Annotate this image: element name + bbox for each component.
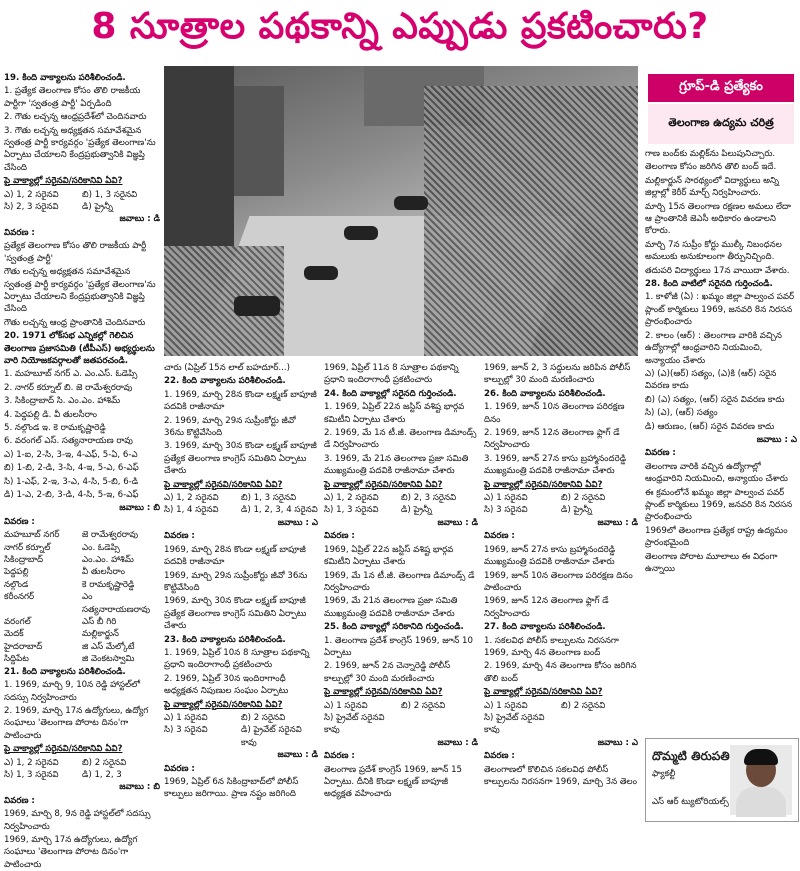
- car: [394, 196, 428, 210]
- q25-opt-c: సి) ప్రైవేట్ సరైనవి కావు: [324, 712, 385, 736]
- avatar: [730, 745, 792, 815]
- q26-opt-b: బి) 2 సరైనవి: [561, 493, 606, 504]
- q22-answer: జవాబు : ఎ: [277, 517, 318, 528]
- q19-s1: 1. ప్రత్యేక తెలంగాణ కోసం తొలి రాజకీయ పార్టీగా 'స్వతంత్ర పార్టీ' ఏర్పడింది: [4, 86, 141, 109]
- table-cell: ఎం సత్యనారాయణరావు: [82, 592, 151, 615]
- q21-opt-a: ఎ) 1, 2 సరైనవి: [4, 757, 59, 768]
- q24-expl-label: వివరణ :: [324, 531, 355, 542]
- q26-answer: జవాబు : డి: [597, 517, 638, 528]
- table-cell: వరంగల్: [4, 617, 31, 628]
- q24-opt-a: ఎ) 1, 2 సరైనవి: [324, 493, 379, 504]
- q20-opt-d: డి) 1-ఎ, 2-బి, 3-డి, 4-సి, 5-ఇ, 6-ఎఫ్: [4, 490, 139, 500]
- table-cell: నల్గొండ: [4, 579, 29, 590]
- q21-options: [4, 757, 160, 782]
- q21-title: 21. కింది వాక్యాలను పరిశీలించండి.: [4, 666, 126, 677]
- q26-title: 26. కింది వాక్యాలను పరిశీలించండి.: [484, 388, 606, 399]
- q24-s1: 1. 1969, ఏప్రిల్ 22న జస్టిస్ వశిష్ట భార్గవ కమిటీని ఏర్పాటు చేశారు: [324, 402, 465, 425]
- column-3: [324, 362, 478, 820]
- table-cell: జె రామేశ్వరరావు: [82, 530, 139, 541]
- q23-opt-c: సి) 3 సరైనవి: [164, 725, 208, 736]
- q27-expl-1: తెలంగాణలో కొలిచిన సకలవిధ పోలీస్ కాల్పులను నిరసనగా 1969, మార్చి 3న తెలం: [484, 764, 637, 787]
- q24-ask: పై వాక్యాల్లో సరైనవి/సరికానివి ఏవి?: [324, 479, 443, 490]
- telangana-history-label: తెలంగాణ ఉద్యమ చరిత్ర: [648, 104, 794, 144]
- col5-lead-1: గాణ బంద్‌కు మల్లిక్‌ను పిలుపునిచ్చారు.: [645, 149, 776, 159]
- q22-ask: పై వాక్యాల్లో సరైనవి/సరికానివి ఏవి?: [164, 479, 283, 490]
- col4-lead: 1969, జూన్ 2, 3 సద్దులను జరిపిన పోలీస్ కాల్పుల్లో 30 మంది మరణించారు: [484, 363, 631, 386]
- q24-expl-1: 1969, ఏప్రిల్ 22న జస్టిస్ వశిష్ట భార్గవ కమిటీని ఏర్పాటు చేశారు: [324, 544, 454, 568]
- q27-s1: 1. సకలవిధ పోలీస్ కాల్పులను నిరసనగా 1969, మార్చి 4న తెలంగాణ బంద్: [484, 635, 619, 658]
- q23-opt-a: ఎ) 1 సరైనవి: [164, 712, 208, 723]
- q28-opt-b: బి) (ఎ) సత్యం, (ఆర్) సరైన వివరణ కాదు: [645, 394, 785, 405]
- q23-opt-b: బి) 2 సరైనవి: [241, 712, 286, 723]
- q22-expl-label: వివరణ :: [164, 531, 195, 542]
- q27-answer: జవాబు : ఎ: [597, 737, 638, 748]
- col2-lead: చారు (ఏప్రిల్ 15న లాల్ బహదూర్...): [164, 363, 290, 373]
- q21-expl-2: 1969, మార్చి 17న ఉద్యోగులు, ఉద్యోగ సంఘాలు 'తెలంగాణ పోరాట దినం'గా పాటించారు: [4, 834, 138, 870]
- q24-answer: జవాబు : డి: [437, 517, 478, 528]
- building-mid: [234, 86, 284, 196]
- column-2: [164, 362, 318, 820]
- q24-opt-c: సి) 1, 3 సరైనవి: [324, 505, 379, 516]
- q19-answer: జవాబు : డి: [119, 214, 160, 225]
- q19-ask: పై వాక్యాల్లో సరైనవి/సరికానివి ఏవి?: [4, 176, 123, 187]
- q26-opt-a: ఎ) 1 సరైనవి: [484, 493, 528, 504]
- col5-lead-5: మార్చి 7న సుప్రీం కోర్టు ముల్కీ నిబంధనల అమలుకు అనుకూలంగా తీర్పునిచ్చింది.: [645, 239, 782, 263]
- q24-opt-d: డి) ప్రైన్నీ: [401, 505, 432, 516]
- q23-opt-d: డి) ప్రైవేట్ సరైనవి కావు: [241, 725, 302, 748]
- q21-s1: 1. 1969, మార్చి 9, 10న రెడ్డి హాస్టల్‌లో సదస్సు నిర్వహించారు: [4, 680, 140, 703]
- table-cell: కె రామకృష్ణారెడ్డి: [82, 579, 135, 590]
- q21-opt-c: సి) 1, 3 సరైనవి: [4, 769, 59, 780]
- q22-opt-d: డి) 1, 2, 3, 4 సరైనవి: [241, 505, 318, 516]
- q28-expl-2: ఈ క్రమంలోనే ఖమ్మం జిల్లా పాల్వంచ పవర్ ప్లాంట్ కార్మికులు 1969, జనవరి 8న నిరసన ప్రారంభించారు: [645, 487, 793, 523]
- q28-answer: జవాబు : ఎ: [756, 434, 797, 445]
- q21-answer: జవాబు : బి: [119, 782, 160, 793]
- q22-expl-2: 1969, మార్చి 29న సుప్రీంకోర్టు జీవో 36ను కొట్టివేసింది: [164, 570, 308, 593]
- q22-opt-a: ఎ) 1, 2 సరైనవి: [164, 493, 219, 504]
- q25-expl-1: తెలంగాణ ప్రదేశ్ కాంగ్రెస్ 1969, జూన్ 15 ఏర్పాటు. దీనికి కొండా లక్ష్మణ్ బాపూజీ అధ్యక్షత వహించారు: [324, 764, 463, 800]
- avatar-hair: [744, 749, 778, 765]
- q26-options: [484, 492, 638, 517]
- q19-opt-d: డి) ప్రైన్నీ: [82, 202, 113, 213]
- q19-s2: 2. గౌతు లచ్చన్న ఆంధ్రప్రదేశ్‌లో చెందినవారు: [4, 112, 147, 123]
- table-cell: సికింద్రాబాద్: [4, 555, 44, 566]
- q28-s2: 2. కాలం (ఆర్) : తెలంగాణ వారికి వచ్చిన ఉద్యోగాల్లో ఆంధ్రవారిని నియమించి, అన్యాయం చేశారు: [645, 330, 782, 366]
- q22-expl-1: 1969, మార్చి 28న కొండా లక్ష్మణ్ బాపూజీ పదవికి రాజీనామా: [164, 544, 306, 568]
- q20-opt-c: సి) 1-ఎఫ్, 2-ఇ, 3-ఎ, 4-సి, 5-బి, 6-డి: [4, 476, 139, 487]
- q23-s1: 1. 1969, ఏప్రిల్ 10న 8 సూత్రాల పథకాన్ని ప్రధాని ఇందిరాగాంధీ ప్రకటించారు: [164, 647, 310, 671]
- q23-title: 23. కింది వాక్యాలను పరిశీలించండి.: [164, 634, 286, 645]
- q20-table: [4, 529, 160, 665]
- table-cell: ఎం. ఓడెప్సి: [82, 542, 120, 553]
- q24-options: [324, 492, 478, 517]
- q20-list-2: 2. నాగర్ కర్నూల్ బి. జె రామేశ్వరరావు: [4, 382, 133, 393]
- q21-opt-d: డి) 1, 2, 3: [82, 769, 122, 780]
- q26-ask: పై వాక్యాల్లో సరైనవి/సరికానివి ఏవి?: [484, 479, 603, 490]
- avatar-body: [736, 787, 786, 817]
- q20-list-3: 3. సికింద్రాబాద్ సి. ఎం.ఎం. హాశిమ్: [4, 396, 121, 407]
- q20-answer: జవాబు : బి: [119, 503, 160, 514]
- table-cell: మల్లికార్జున్: [82, 629, 119, 640]
- q20-list-6: 6. వరంగల్ ఎస్. సత్యనారాయణ రావు: [4, 436, 133, 447]
- q25-options: [324, 700, 478, 737]
- q26-expl-3: 1969, జూన్ 12న తెలంగాణ ఫ్లాగ్ డే నిర్వహించారు: [484, 596, 609, 619]
- car: [234, 296, 280, 316]
- q19-expl-3: గౌతు లచ్చన్న ఆంధ్ర ప్రాంతానికి చెందినవారు: [4, 317, 146, 328]
- table-cell: పెద్దపల్లి: [4, 567, 29, 578]
- table-cell: హైదరాబాద్: [4, 641, 43, 652]
- q26-opt-c: సి) 3 సరైనవి: [484, 505, 528, 516]
- q25-answer: జవాబు : డి: [437, 737, 478, 748]
- q25-ask: పై వాక్యాల్లో సరైనవి/సరికానివి ఏవి?: [324, 687, 443, 698]
- q19-expl-2: గౌతు లచ్చన్న అధ్యక్షతన సమావేశమైన స్వతంత్ర పార్టీ కార్యవర్గం 'ప్రత్యేక తెలంగాణ'ను ఏర్పాటు చేయాలని కేంద్రప్రభుత్వానికి విజ్ఞప్తి చేసింది: [4, 267, 156, 315]
- table-cell: నాగర్ కర్నూల్: [4, 542, 51, 553]
- car: [304, 266, 338, 280]
- q28-expl-3: 1969లో తెలంగాణ ప్రత్యేక రాష్ట్ర ఉద్యమం ప్రారంభమైంది: [645, 525, 788, 549]
- building-left: [164, 66, 234, 246]
- column-4: [484, 362, 638, 820]
- q21-ask: పై వాక్యాల్లో సరైనవి/సరికానివి ఏవి?: [4, 744, 123, 755]
- q23-expl-label: వివరణ :: [164, 763, 195, 774]
- q20-list-5: 5. నల్గొండ ఇ. కె రామకృష్ణారెడ్డి: [4, 422, 106, 433]
- q26-s1: 1. 1969, జూన్ 10న తెలంగాణ పరిరక్షణ దినం: [484, 402, 625, 425]
- q26-expl-label: వివరణ :: [484, 531, 515, 542]
- col5-lead-3: మల్లికార్జున్ సారథ్యంలో విద్యార్థులు అన్ని జిల్లాల్లో కెరీర్ మార్చ్ నిర్వహించారు.: [645, 175, 780, 199]
- q22-s1: 1. 1969, మార్చి 28న కొండా లక్ష్మణ్ బాపూజీ పదవికి రాజీనామా: [164, 389, 317, 413]
- q26-s3: 3. 1969, జూన్ 27న కాసు బ్రహ్మానందరెడ్డి ముఖ్యమంత్రి పదవికి రాజీనామా చేశారు: [484, 453, 627, 477]
- author-name: దొమ్మటి తిరుపతి: [652, 749, 730, 763]
- q20-opt-a: ఎ) 1-ఐ, 2-సి, 3-ఇ, 4-ఎఫ్, 5-ఏ, 6-ఎ: [4, 449, 138, 460]
- author-role: ఫ్యాకల్టీ: [652, 769, 676, 779]
- q24-title: 24. కింది వాక్యాల్లో సరైనది గుర్తించండి.: [324, 388, 457, 399]
- column-1: [4, 72, 160, 870]
- q27-ask: పై వాక్యాల్లో సరైనవి/సరికానివి ఏవి?: [484, 687, 603, 698]
- q21-opt-b: బి) 2 సరైనవి: [82, 757, 127, 768]
- car: [344, 226, 378, 240]
- q28-s1: 1. కాళోజీ (ఏ) : ఖమ్మం జిల్లా పాల్వంచ పవర్ ప్లాంట్ కార్మికులు 1969, జనవరి 8న నిరసన ప్రారంభించారు: [645, 292, 795, 328]
- q24-s3: 3. 1969, మే 21న తెలంగాణ ప్రజా సమితి ముఖ్యమంత్రి పదవికి రాజీనామా చేశారు: [324, 453, 469, 477]
- q25-expl-label: వివరణ :: [324, 751, 355, 762]
- q20-opt-b: బి) 1-బి, 2-డి, 3-సి, 4-ఇ, 5-ఎ, 6-ఎఫ్: [4, 463, 139, 474]
- q19-expl-label: వివరణ :: [4, 227, 35, 238]
- q28-opt-c: సి) (ఎ), (ఆర్) సత్యం: [645, 408, 718, 419]
- q19-opt-b: బి) 1, 3 సరైనవి: [82, 189, 138, 200]
- table-cell: ఎం.ఎం. హాశిమ్: [82, 555, 134, 566]
- q26-opt-d: డి) ప్రైన్నీ: [561, 505, 592, 516]
- q25-s1: 1. తెలంగాణ ప్రదేశ్ కాంగ్రెస్ 1969, జూన్ 10 ఏర్పాటు: [324, 635, 473, 658]
- q28-opt-d: డి) ఆరుణం, (ఆర్) సరైన వివరణ కాదు: [645, 421, 775, 432]
- q27-title: 27. కింది వాక్యాలను పరిశీలించండి.: [484, 622, 606, 633]
- q25-title: 25. కింది వాక్యాల్లో సరికానిది గుర్తించండి.: [324, 622, 464, 633]
- q27-expl-label: వివరణ :: [484, 751, 515, 762]
- group-d-special-badge: గ్రూప్-డి ప్రత్యేకం: [648, 74, 794, 102]
- q20-list-4: 4. పెద్దపల్లి డి. వీ తులసీరాం: [4, 409, 98, 420]
- q19-title: 19. కింది వాక్యాలను పరిశీలించండి.: [4, 73, 126, 83]
- q28-expl-1: తెలంగాణ వారికి వచ్చిన ఉద్యోగాల్లో ఆంధ్రవారిని నియమించి, అన్యాయం చేశారు: [645, 461, 788, 485]
- q22-s2: 2. 1969, మార్చి 29న సుప్రీంకోర్టు జీవో 36ను కొట్టివేసింది: [164, 415, 296, 439]
- author-card: [645, 738, 799, 822]
- crowd-right: [424, 86, 638, 356]
- q22-options: [164, 492, 318, 517]
- q19-options: [4, 189, 160, 214]
- q28-expl-label: వివరణ :: [645, 448, 676, 459]
- table-cell: మెదక్: [4, 629, 24, 640]
- headline: 8 సూత్రాల పథకాన్ని ఎప్పుడు ప్రకటించారు?: [91, 6, 709, 47]
- q19-opt-c: సి) 2, 3 సరైనవి: [4, 202, 59, 213]
- q22-opt-c: సి) 1, 4 సరైనవి: [164, 505, 219, 516]
- q21-expl-1: 1969, మార్చి 8, 9న రెడ్డి హాస్టల్‌లో సదస్సు నిర్వహించారు: [4, 809, 151, 832]
- table-cell: ఎస్ బీ గిరి: [82, 617, 117, 628]
- table-cell: జి వెంకటస్వామి: [82, 654, 135, 665]
- q27-opt-a: ఎ) 1 సరైనవి: [484, 700, 528, 711]
- q24-opt-b: బి) 2, 3 సరైనవి: [401, 493, 457, 504]
- q19-opt-a: ఎ) 1, 2 సరైనవి: [4, 189, 59, 200]
- author-org: ఎస్ ఆర్ ట్యుటోరియల్స్: [652, 797, 729, 807]
- table-cell: జి ఎస్ మేల్కోటే: [82, 641, 135, 652]
- col5-lead-4: మార్చి 15న తెలంగాణ రక్షణల అమలు లేదా ఆ ప్రాంతానికి జెఎసీ అధికారం ఉండాలని కోరారు.: [645, 201, 791, 237]
- q20-expl-label: వివరణ :: [4, 516, 35, 527]
- q22-title: 22. కింది వాక్యాలను పరిశీలించండి.: [164, 376, 286, 387]
- q20-title: 20. 1971 లోక్‌సభ ఎన్నికల్లో గెలిచిన తెలంగాణ ప్రజాసమితి (టీపీఎస్) అభ్యర్థులను వారి నియోజకవర్గాలతో జతపరచండి.: [4, 331, 155, 366]
- q23-answer: జవాబు : డి: [277, 750, 318, 761]
- q23-s2: 2. 1969, ఏప్రిల్ 30న ఇందిరాగాంధీ అధ్యక్షతన నిపుణుల సంఘం ఏర్పాటు: [164, 673, 289, 697]
- column-5: [645, 148, 797, 734]
- q22-s3: 3. 1969, మార్చి 30న కొండా లక్ష్మణ్ బాపూజీ ప్రత్యేక తెలంగాణ కాంగ్రెస్ సమితిని ఏర్పాటు చేశారు: [164, 441, 317, 477]
- q21-s2: 2. 1969, మార్చి 17న ఉద్యోగులు, ఉద్యోగ సంఘాలు 'తెలంగాణ పోరాట దినం'గా పాటించారు: [4, 705, 149, 741]
- col3-lead: 1969, ఏప్రిల్ 11న 8 సూత్రాల పథకాన్ని ప్రధాని ఇందిరాగాంధీ ప్రకటించారు: [324, 363, 459, 386]
- table-cell: మహబూబ్ నగర్: [4, 530, 60, 541]
- q21-expl-label: వివరణ :: [4, 795, 35, 806]
- q23-options: [164, 712, 318, 749]
- q27-opt-c: సి) ప్రైవేట్ సరైనవి కావు: [484, 712, 545, 736]
- table-cell: కరీంనగర్: [4, 592, 35, 603]
- q23-ask: పై వాక్యాల్లో సరైనవి/సరికానివి ఏవి?: [164, 699, 283, 710]
- q27-s2: 2. 1969, మార్చి 4న తెలంగాణ కోసం జరిగిన తొలి బంద్: [484, 661, 637, 684]
- q26-s2: 2. 1969, జూన్ 12న తెలంగాణ ఫ్లాగ్ డే నిర్వహించారు: [484, 428, 620, 451]
- q22-expl-3: 1969, మార్చి 30న కొండా లక్ష్మణ్ బాపూజీ ప్రత్యేక తెలంగాణ కాంగ్రెస్ సమితిని ఏర్పాటు చేశారు: [164, 596, 307, 632]
- q27-opt-b: బి) 2 సరైనవి: [561, 700, 606, 711]
- q25-opt-b: బి) 2 సరైనవి: [401, 700, 446, 711]
- q24-expl-2: 1969, మే 1న టీ.జీ. తెలంగాణ డిమాండ్స్ డే నిర్వహించారు: [324, 570, 475, 593]
- q28-title: 28. కింది వాటిలో సరైనది గుర్తించండి.: [645, 279, 773, 290]
- q26-expl-2: 1969, జూన్ 10న తెలంగాణ పరిరక్షణ దినం పాటించారు: [484, 570, 633, 593]
- q23-expl-1: 1969, ఏప్రిల్ 6న సికింద్రాబాద్‌లో పోలీస్ కాల్పులు జరిగాయి. ప్రాణ నష్టం జరిగింది: [164, 777, 299, 800]
- q28-expl-4: తెలంగాణ పోరాట మూలాలు ఈ విధంగా ఉన్నాయి: [645, 551, 778, 574]
- q22-opt-b: బి) 1, 3 సరైనవి: [241, 493, 297, 504]
- table-cell: వీ తులసీరాం: [82, 567, 125, 578]
- col5-lead-6: తదుపరి విద్యార్థులు 17న వాయిదా వేశారు.: [645, 265, 790, 276]
- q28-opt-a: ఎ) (ఎ)(ఆర్) సత్యం, (ఎ)కి (ఆర్) సరైన వివరణ కాదు: [645, 368, 777, 392]
- q25-s2: 2. 1969, జూన్ 2న చెన్నారెడ్డి పోలీస్ కాల్పుల్లో 30 మంది మరణించారు: [324, 661, 451, 684]
- q20-list-1: 1. మహబూబ్ నగర్ ఎ. ఎం.ఎస్. ఓడెప్సి: [4, 369, 138, 380]
- q25-opt-a: ఎ) 1 సరైనవి: [324, 700, 368, 711]
- col5-lead-2: తెలంగాణ కోసం జరిగిన తొలి బంద్ ఇదే.: [645, 162, 777, 173]
- historic-street-photo: [164, 66, 638, 356]
- table-cell: సిద్దిపేట: [4, 654, 29, 665]
- q27-options: [484, 700, 638, 737]
- q19-s3: 3. గౌతు లచ్చన్న అధ్యక్షతన సమావేశమైన స్వతంత్ర పార్టీ కార్యవర్గం 'ప్రత్యేక తెలంగాణ'ను ఏర్పాటు చేయాలని కేంద్రప్రభుత్వానికి విజ్ఞప్తి చేసింది: [4, 125, 156, 173]
- q24-expl-3: 1969, మే 21న తెలంగాణ ప్రజా సమితి ముఖ్యమంత్రి పదవికి రాజీనామా చేశారు: [324, 596, 458, 619]
- q26-expl-1: 1969, జూన్ 27న కాసు బ్రహ్మానందరెడ్డి ముఖ్యమంత్రి పదవికి రాజీనామా చేశారు: [484, 544, 616, 568]
- q24-s2: 2. 1969, మే 1న టీ.జీ. తెలంగాణ డిమాండ్స్ డే నిర్వహించారు: [324, 428, 477, 451]
- q19-expl-1: ప్రత్యేక తెలంగాణ కోసం తొలి రాజకీయ పార్టీ 'స్వతంత్ర పార్టీ': [4, 241, 147, 264]
